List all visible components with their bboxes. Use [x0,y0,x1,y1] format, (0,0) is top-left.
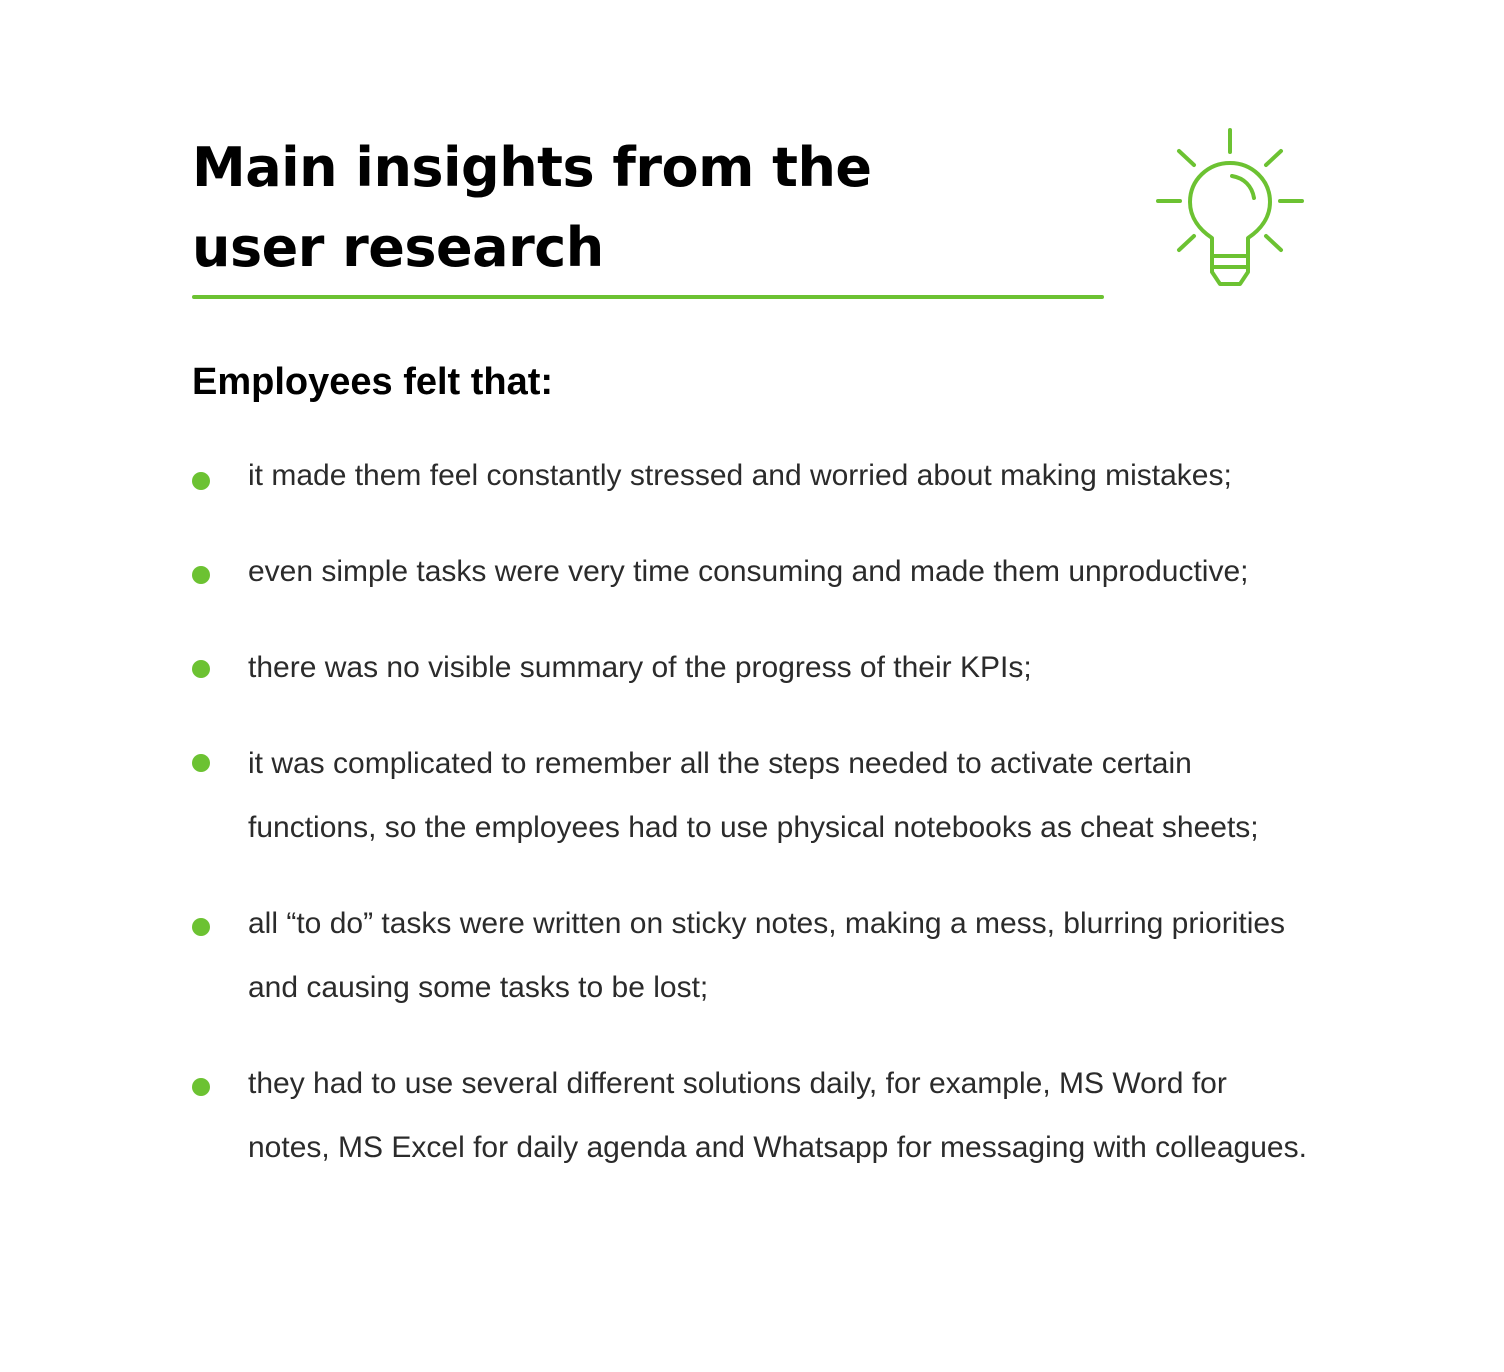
bullet-icon [192,472,210,490]
header [192,128,1104,288]
bullet-icon [192,660,210,678]
bullet-icon [192,918,210,936]
title-underline [192,295,1104,299]
insight-text: there was no visible summary of the progress of their KPIs; [248,651,1032,684]
insight-text: even simple tasks were very time consuming and made them unproductive; [248,555,1249,588]
intro-heading: Employees felt that: [192,361,554,403]
insight-text: all “to do” tasks were written on sticky notes, making a mess, blurring priorities and causing some tasks to be lost; [248,907,1286,1004]
page-title: Main insights from the user research [192,136,872,279]
bullet-icon [192,1078,210,1096]
insight-text: they had to use several different solutions daily, for example, MS Word for notes, MS Excel for daily agenda and Whatsapp for messaging with colleagues. [248,1067,1307,1164]
insight-text: it was complicated to remember all the steps needed to activate certain functions, so the employees had to use physical notebooks as cheat sheets; [248,747,1259,844]
lightbulb-icon [1150,126,1310,290]
bullet-icon [192,754,210,772]
insight-text: it made them feel constantly stressed and worried about making mistakes; [248,459,1232,492]
bullet-icon [192,566,210,584]
